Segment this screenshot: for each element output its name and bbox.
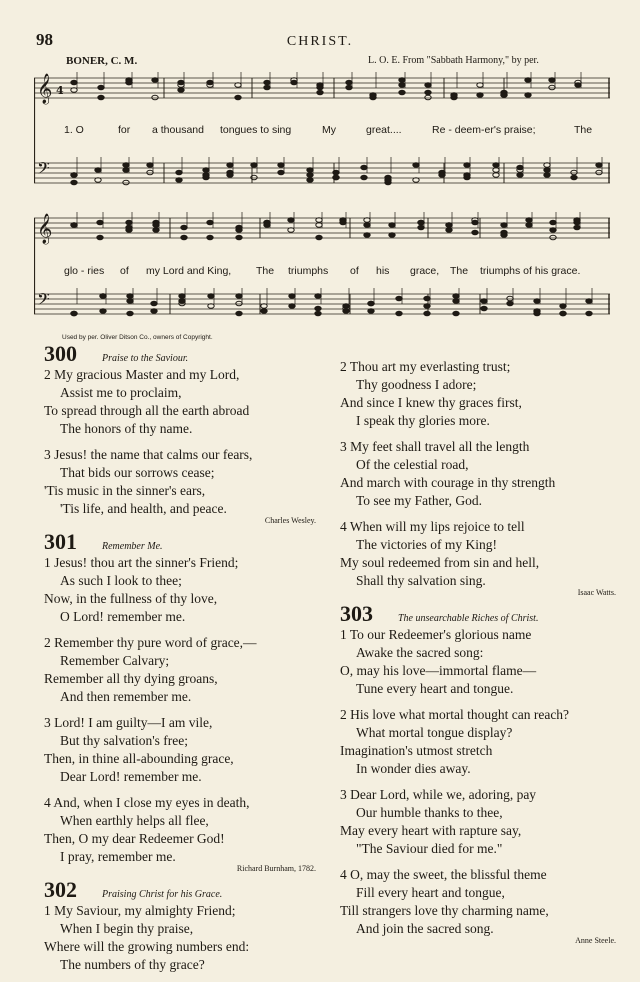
verse-line: Thy goodness I adore; bbox=[356, 377, 477, 392]
note-head bbox=[179, 299, 185, 304]
verse-line: Tune every heart and tongue. bbox=[356, 681, 514, 696]
note-head bbox=[152, 95, 158, 100]
lyric-syllable: for bbox=[118, 124, 131, 136]
lyric-syllable: 1. O bbox=[64, 124, 84, 136]
note-head bbox=[126, 220, 132, 225]
note-head bbox=[525, 78, 531, 83]
hymn-title: Praising Christ for his Grace. bbox=[102, 889, 223, 900]
note-head bbox=[596, 170, 602, 175]
hymn-author: Charles Wesley. bbox=[264, 516, 316, 525]
stanza bbox=[340, 358, 620, 430]
stanza bbox=[340, 866, 620, 938]
hymn-author: Isaac Watts. bbox=[577, 588, 616, 597]
hymn-number: 301 bbox=[44, 529, 77, 554]
verse-line: Awake the sacred song: bbox=[356, 645, 484, 660]
note-head bbox=[560, 304, 566, 309]
verse-line: I pray, remember me. bbox=[60, 849, 176, 864]
verse-line: 1 Jesus! thou art the sinner's Friend; bbox=[44, 555, 239, 570]
note-head bbox=[425, 95, 431, 100]
hymn-title: The unsearchable Riches of Christ. bbox=[398, 613, 539, 624]
verse-line: Where will the growing numbers end: bbox=[44, 939, 250, 954]
note-head bbox=[127, 294, 133, 299]
stanza bbox=[340, 438, 620, 510]
verse-line: To see my Father, God. bbox=[356, 493, 482, 508]
note-head bbox=[464, 163, 470, 168]
note-head bbox=[181, 225, 187, 230]
note-head bbox=[544, 173, 550, 178]
verse-line: When I begin thy praise, bbox=[60, 921, 194, 936]
verse-line: Then, O my dear Redeemer God! bbox=[44, 831, 225, 846]
note-head bbox=[147, 163, 153, 168]
verse-line: And since I knew thy graces first, bbox=[340, 395, 522, 410]
note-head bbox=[396, 311, 402, 316]
note-head bbox=[123, 168, 129, 173]
lyrics-line-2 bbox=[60, 265, 608, 279]
note-head bbox=[361, 165, 367, 170]
note-head bbox=[385, 175, 391, 180]
verse-line: Now, in the fullness of thy love, bbox=[44, 591, 218, 606]
verse-line: But thy salvation's free; bbox=[60, 733, 189, 748]
verse-line: I speak thy glories more. bbox=[356, 413, 490, 428]
verse-line: O, may his love—immortal flame— bbox=[340, 663, 537, 678]
note-head bbox=[151, 301, 157, 306]
lyric-syllable: The bbox=[256, 265, 275, 277]
note-head bbox=[289, 304, 295, 309]
verse-line: Remember Calvary; bbox=[60, 653, 170, 668]
note-head bbox=[207, 220, 213, 225]
note-head bbox=[361, 175, 367, 180]
note-head bbox=[289, 294, 295, 299]
note-head bbox=[464, 175, 470, 180]
note-head bbox=[227, 163, 233, 168]
note-head bbox=[399, 90, 405, 95]
verse-line: Then, in thine all-abounding grace, bbox=[44, 751, 234, 766]
page-number: 98 bbox=[36, 30, 53, 49]
note-head bbox=[526, 223, 532, 228]
note-head bbox=[413, 163, 419, 168]
note-head bbox=[235, 95, 241, 100]
hymn-number: 300 bbox=[44, 341, 77, 366]
note-head bbox=[307, 168, 313, 173]
bass-clef-icon: 𝄢 bbox=[37, 289, 50, 313]
note-head bbox=[251, 163, 257, 168]
hymn-title: Remember Me. bbox=[102, 541, 163, 552]
stanza bbox=[44, 714, 320, 786]
verse-line: When earthly helps all flee, bbox=[60, 813, 209, 828]
note-head bbox=[399, 78, 405, 83]
note-head bbox=[472, 230, 478, 235]
note-head bbox=[236, 294, 242, 299]
note-head bbox=[501, 223, 507, 228]
stanza bbox=[340, 786, 620, 858]
stanza bbox=[44, 446, 320, 518]
verse-line: Assist me to proclaim, bbox=[60, 385, 182, 400]
note-head bbox=[315, 294, 321, 299]
note-head bbox=[493, 163, 499, 168]
note-head bbox=[123, 163, 129, 168]
verse-line: That bids our sorrows cease; bbox=[60, 465, 215, 480]
lyric-syllable: tongues to sing bbox=[220, 124, 292, 136]
hymn-302 bbox=[44, 878, 320, 974]
verse-line: 3 Lord! I am guilty—I am vile, bbox=[44, 715, 213, 730]
note-head bbox=[127, 311, 133, 316]
note-head bbox=[97, 220, 103, 225]
note-head bbox=[207, 235, 213, 240]
note-head bbox=[236, 301, 242, 306]
note-head bbox=[203, 168, 209, 173]
note-head bbox=[151, 309, 157, 314]
stanza bbox=[340, 706, 620, 778]
note-head bbox=[534, 299, 540, 304]
verse-line: 4 And, when I close my eyes in death, bbox=[44, 795, 250, 810]
note-head bbox=[346, 85, 352, 90]
note-head bbox=[550, 235, 556, 240]
note-head bbox=[317, 90, 323, 95]
stanza bbox=[44, 902, 320, 974]
note-head bbox=[368, 309, 374, 314]
note-head bbox=[571, 170, 577, 175]
lyric-syllable: my Lord and King, bbox=[146, 265, 232, 277]
note-head bbox=[544, 168, 550, 173]
note-head bbox=[340, 220, 346, 225]
note-head bbox=[550, 220, 556, 225]
hymn-number: 303 bbox=[340, 601, 373, 626]
hymn-301 bbox=[44, 530, 320, 874]
note-head bbox=[453, 311, 459, 316]
note-head bbox=[264, 220, 270, 225]
note-head bbox=[446, 228, 452, 233]
note-head bbox=[481, 306, 487, 311]
note-head bbox=[71, 180, 77, 185]
verse-line: Remember all thy dying groans, bbox=[44, 671, 218, 686]
note-head bbox=[501, 233, 507, 238]
verse-line: Of the celestial road, bbox=[356, 457, 469, 472]
lyric-syllable: grace, bbox=[410, 265, 440, 277]
verse-line: The numbers of thy grace? bbox=[60, 957, 205, 972]
time-signature: 4 bbox=[56, 84, 64, 97]
note-head bbox=[278, 163, 284, 168]
verse-line: The honors of thy name. bbox=[60, 421, 193, 436]
verse-line: Dear Lord! remember me. bbox=[60, 769, 202, 784]
verse-line: 4 O, may the sweet, the blissful theme bbox=[340, 867, 547, 882]
note-head bbox=[481, 299, 487, 304]
note-head bbox=[446, 223, 452, 228]
note-head bbox=[288, 218, 294, 223]
lyric-syllable: The bbox=[574, 124, 593, 136]
note-head bbox=[97, 235, 103, 240]
note-head bbox=[307, 178, 313, 183]
note-head bbox=[95, 168, 101, 173]
bass-clef-icon: 𝄢 bbox=[37, 158, 50, 182]
note-head bbox=[123, 180, 129, 185]
verse-line: 1 My Saviour, my almighty Friend; bbox=[44, 903, 236, 918]
stanza bbox=[44, 794, 320, 866]
stanza bbox=[44, 634, 320, 706]
lyric-syllable: of bbox=[350, 265, 359, 277]
note-head bbox=[586, 299, 592, 304]
treble-clef-icon: 𝄞 bbox=[37, 214, 53, 244]
note-head bbox=[203, 175, 209, 180]
verse-line: May every heart with rapture say, bbox=[340, 823, 522, 838]
verse-line: 'Tis music in the sinner's ears, bbox=[44, 483, 206, 498]
right-column bbox=[340, 358, 620, 950]
note-head bbox=[550, 228, 556, 233]
verse-line: Our humble thanks to thee, bbox=[356, 805, 503, 820]
note-head bbox=[389, 233, 395, 238]
note-head bbox=[178, 88, 184, 93]
lyric-syllable: of bbox=[120, 265, 129, 277]
note-head bbox=[261, 309, 267, 314]
hymn-300 bbox=[44, 342, 320, 526]
lyric-syllable: The bbox=[450, 265, 469, 277]
verse-line: 'Tis life, and health, and peace. bbox=[60, 501, 227, 516]
note-head bbox=[333, 175, 339, 180]
treble-clef-icon: 𝄞 bbox=[37, 74, 53, 104]
hymn-title: Praise to the Saviour. bbox=[102, 353, 189, 364]
note-head bbox=[574, 225, 580, 230]
note-head bbox=[425, 90, 431, 95]
note-head bbox=[153, 223, 159, 228]
note-head bbox=[153, 228, 159, 233]
note-head bbox=[389, 223, 395, 228]
verse-line: Shall thy salvation sing. bbox=[356, 573, 486, 588]
note-head bbox=[418, 220, 424, 225]
tune-credit: L. O. E. From "Sabbath Harmony," by per. bbox=[368, 55, 539, 66]
note-head bbox=[534, 311, 540, 316]
note-head bbox=[100, 294, 106, 299]
note-head bbox=[364, 223, 370, 228]
left-column bbox=[44, 342, 320, 982]
note-head bbox=[439, 173, 445, 178]
note-head bbox=[98, 85, 104, 90]
note-head bbox=[71, 80, 77, 85]
note-head bbox=[517, 173, 523, 178]
note-head bbox=[71, 311, 77, 316]
note-head bbox=[127, 299, 133, 304]
note-head bbox=[316, 235, 322, 240]
note-head bbox=[278, 170, 284, 175]
note-head bbox=[208, 294, 214, 299]
note-head bbox=[307, 173, 313, 178]
hymn-author: Anne Steele. bbox=[575, 936, 616, 945]
note-head bbox=[236, 235, 242, 240]
lyric-syllable: his bbox=[376, 265, 390, 277]
copyright-note: Used by per. Oliver Ditson Co., owners of Copyright. bbox=[62, 334, 213, 341]
verse-line: The victories of my King! bbox=[356, 537, 497, 552]
lyric-syllable: Re - deem-er's praise; bbox=[432, 124, 536, 136]
verse-line: 1 To our Redeemer's glorious name bbox=[340, 627, 532, 642]
lyric-syllable: My bbox=[322, 124, 336, 136]
note-head bbox=[396, 296, 402, 301]
note-head bbox=[236, 311, 242, 316]
note-head bbox=[424, 296, 430, 301]
lyric-syllable: triumphs bbox=[288, 265, 329, 277]
verse-line: O Lord! remember me. bbox=[60, 609, 186, 624]
note-head bbox=[236, 225, 242, 230]
hymn-303 bbox=[340, 602, 620, 946]
note-head bbox=[425, 83, 431, 88]
verse-line: 3 My feet shall travel all the length bbox=[340, 439, 530, 454]
note-head bbox=[176, 178, 182, 183]
note-head bbox=[346, 80, 352, 85]
verse-line: What mortal tongue display? bbox=[356, 725, 513, 740]
verse-line: As such I look to thee; bbox=[60, 573, 182, 588]
lyric-syllable: a thousand bbox=[152, 124, 204, 136]
note-head bbox=[453, 299, 459, 304]
tune-name: BONER, C. M. bbox=[66, 55, 138, 67]
verse-line: 4 When will my lips rejoice to tell bbox=[340, 519, 525, 534]
lyric-syllable: triumphs of his grace. bbox=[480, 265, 581, 277]
note-head bbox=[147, 170, 153, 175]
note-head bbox=[424, 311, 430, 316]
note-head bbox=[181, 235, 187, 240]
note-head bbox=[264, 80, 270, 85]
verse-line: My soul redeemed from sin and hell, bbox=[340, 555, 540, 570]
note-head bbox=[98, 95, 104, 100]
note-head bbox=[370, 95, 376, 100]
note-head bbox=[451, 93, 457, 98]
verse-line: To spread through all the earth abroad bbox=[44, 403, 250, 418]
verse-line: 2 My gracious Master and my Lord, bbox=[44, 367, 240, 382]
note-head bbox=[315, 311, 321, 316]
verse-line: 3 Dear Lord, while we, adoring, pay bbox=[340, 787, 537, 802]
note-head bbox=[574, 218, 580, 223]
verse-line: And then remember me. bbox=[60, 689, 192, 704]
lyrics-line-1 bbox=[60, 124, 608, 138]
verse-line: 3 Jesus! the name that calms our fears, bbox=[44, 447, 253, 462]
verse-line: And march with courage in thy strength bbox=[340, 475, 556, 490]
stanza bbox=[44, 554, 320, 626]
note-head bbox=[315, 306, 321, 311]
verse-line: Till strangers love thy charming name, bbox=[340, 903, 549, 918]
note-head bbox=[71, 223, 77, 228]
note-head bbox=[152, 78, 158, 83]
verse-line: Imagination's utmost stretch bbox=[340, 743, 493, 758]
note-head bbox=[549, 85, 555, 90]
note-head bbox=[526, 218, 532, 223]
note-head bbox=[179, 294, 185, 299]
hymn-number: 302 bbox=[44, 877, 77, 902]
note-head bbox=[264, 85, 270, 90]
note-head bbox=[571, 175, 577, 180]
note-head bbox=[596, 163, 602, 168]
note-head bbox=[586, 311, 592, 316]
note-head bbox=[424, 304, 430, 309]
note-head bbox=[333, 170, 339, 175]
note-head bbox=[477, 93, 483, 98]
stanza bbox=[44, 366, 320, 438]
lyric-syllable: great.... bbox=[366, 124, 402, 136]
note-head bbox=[549, 78, 555, 83]
note-head bbox=[364, 233, 370, 238]
stanza bbox=[340, 626, 620, 698]
note-head bbox=[368, 301, 374, 306]
verse-line: "The Saviour died for me." bbox=[356, 841, 503, 856]
note-head bbox=[343, 309, 349, 314]
note-head bbox=[126, 80, 132, 85]
note-head bbox=[176, 170, 182, 175]
note-head bbox=[507, 296, 513, 301]
note-head bbox=[418, 225, 424, 230]
verse-line: In wonder dies away. bbox=[356, 761, 471, 776]
note-head bbox=[525, 93, 531, 98]
hymn-author: Richard Burnham, 1782. bbox=[236, 864, 316, 873]
hymn-302-continued bbox=[340, 358, 620, 598]
note-head bbox=[126, 225, 132, 230]
verse-line: 2 Remember thy pure word of grace,— bbox=[44, 635, 257, 650]
running-title: CHRIST. bbox=[286, 34, 354, 49]
note-head bbox=[507, 301, 513, 306]
note-head bbox=[560, 311, 566, 316]
note-head bbox=[100, 309, 106, 314]
stanza bbox=[340, 518, 620, 590]
verse-line: Fill every heart and tongue, bbox=[356, 885, 505, 900]
note-head bbox=[399, 83, 405, 88]
verse-line: And join the sacred song. bbox=[356, 921, 494, 936]
verse-line: 2 His love what mortal thought can reach? bbox=[340, 707, 570, 722]
lyric-syllable: glo - ries bbox=[64, 265, 105, 277]
note-head bbox=[453, 294, 459, 299]
note-head bbox=[317, 85, 323, 90]
note-head bbox=[227, 173, 233, 178]
verse-line: 2 Thou art my everlasting trust; bbox=[340, 359, 511, 374]
